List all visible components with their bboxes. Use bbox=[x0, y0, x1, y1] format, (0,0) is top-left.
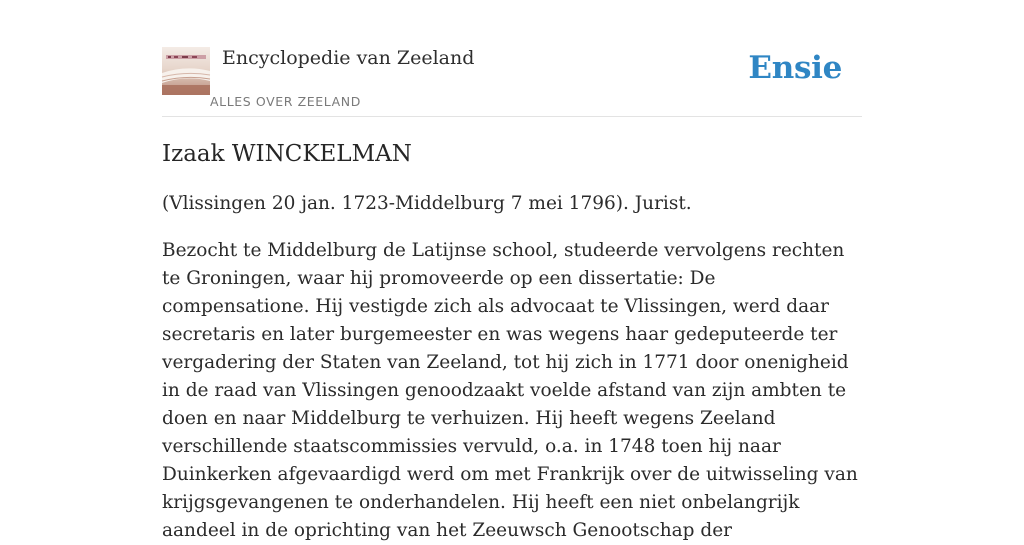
site-avatar[interactable] bbox=[162, 47, 210, 95]
site-header bbox=[162, 44, 862, 117]
book-image-icon bbox=[162, 47, 210, 95]
site-subtitle: ALLES OVER ZEELAND bbox=[210, 94, 361, 109]
article-title: Izaak WINCKELMAN bbox=[162, 141, 412, 167]
site-title-link[interactable]: Encyclopedie van Zeeland bbox=[222, 47, 475, 69]
article bbox=[162, 138, 864, 545]
ensie-logo-link[interactable]: Ensie bbox=[748, 50, 842, 86]
article-body: Bezocht te Middelburg de Latijnse school, studeerde vervolgens rechten te Groningen, waar hij promoveerde op een dissertatie: De compensatione. Hij vestigde zich als advocaat te Vlissingen, werd daar secretaris en later burgemeester en was wegens haar gedeputeerde ter vergadering der Staten van Zeeland, tot hij zich in 1771 door onenigheid in de raad van Vlissingen genoodzaakt voelde afstand van zijn ambten te doen en naar Middelburg te verhuizen. Hij heeft wegens Zeeland verschillende staatscommissies vervuld, o.a. in 1748 toen hij naar Duinkerken afgevaardigd werd om met Frankrijk over de uitwisseling van krijgsgevangenen te onderhandelen. Hij heeft een niet onbelangrijk aandeel in de oprichting van het Zeeuwsch Genootschap der bbox=[162, 240, 858, 541]
article-lead: (Vlissingen 20 jan. 1723-Middelburg 7 mei 1796). Jurist. bbox=[162, 193, 692, 214]
